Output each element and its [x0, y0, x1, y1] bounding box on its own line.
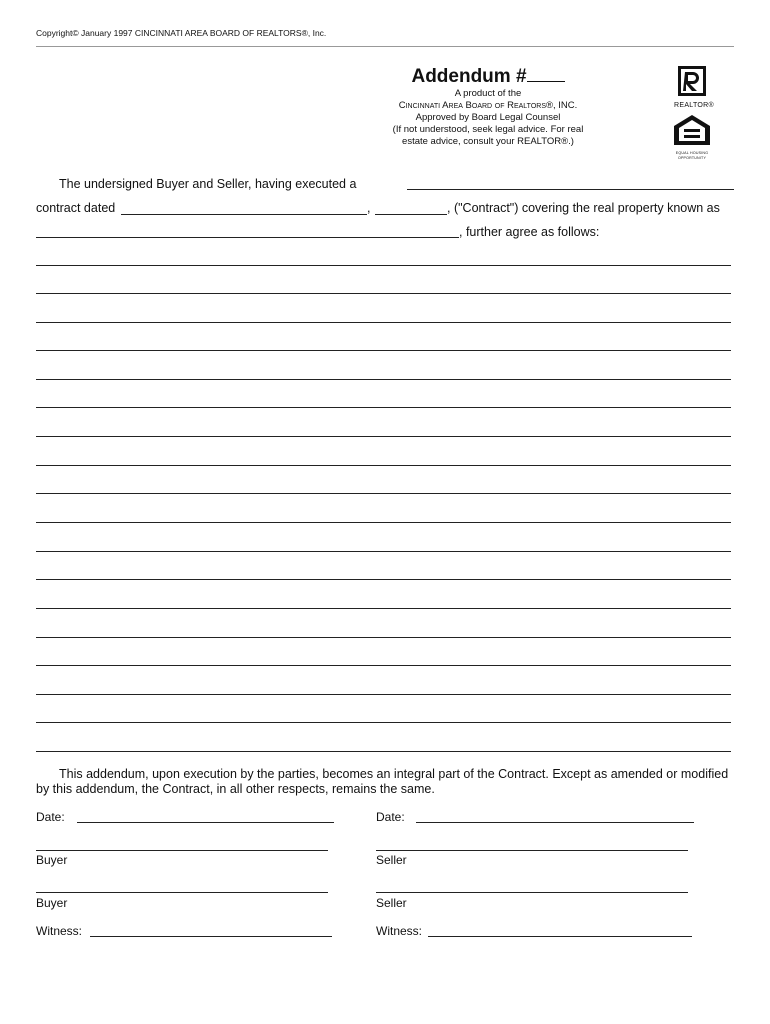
- buyer-witness-field[interactable]: [90, 936, 332, 937]
- advice-line-2: estate advice, consult your REALTOR®.): [402, 136, 574, 147]
- seller-label-2: Seller: [376, 896, 407, 910]
- contract-date-field[interactable]: [121, 214, 367, 215]
- seller-signature-line-1[interactable]: [376, 850, 688, 851]
- addendum-text-line[interactable]: [36, 436, 731, 437]
- buyer-label-2: Buyer: [36, 896, 68, 910]
- contract-year-field[interactable]: [375, 214, 447, 215]
- advice-line-1: (If not understood, seek legal advice. For real: [392, 124, 584, 135]
- equal-housing-text: EQUAL HOUSING OPPORTUNITY: [675, 151, 709, 160]
- board-name: Cincinnati Area Board of Realtors®, INC.: [398, 100, 578, 111]
- addendum-text-line[interactable]: [36, 407, 731, 408]
- property-address-field[interactable]: [36, 237, 459, 238]
- intro-line-2-label: contract dated: [36, 201, 116, 215]
- addendum-text-line[interactable]: [36, 637, 731, 638]
- addendum-text-line[interactable]: [36, 608, 731, 609]
- addendum-title-text: Addendum #: [411, 66, 527, 87]
- buyer-witness-label: Witness:: [36, 924, 83, 938]
- seller-date-label: Date:: [376, 810, 405, 824]
- intro-line-2-text: , ("Contract") covering the real property known as: [447, 201, 720, 215]
- realtor-logo: [672, 66, 716, 109]
- addendum-text-line[interactable]: [36, 722, 731, 723]
- buyer-signature-line-1[interactable]: [36, 850, 328, 851]
- intro-line-3: , further agree as follows:: [459, 225, 600, 239]
- buyer-signature-line-2[interactable]: [36, 892, 328, 893]
- seller-label-1: Seller: [376, 853, 407, 867]
- addendum-title: [388, 66, 588, 88]
- seller-signature-line-2[interactable]: [376, 892, 688, 893]
- realtor-r-icon: [672, 66, 716, 98]
- addendum-text-line[interactable]: [36, 293, 731, 294]
- addendum-text-line[interactable]: [36, 265, 731, 266]
- product-line: A product of the: [454, 88, 522, 99]
- equal-housing-logo: [672, 114, 712, 160]
- addendum-text-line[interactable]: [36, 493, 731, 494]
- addendum-text-line[interactable]: [36, 465, 731, 466]
- addendum-text-line[interactable]: [36, 379, 731, 380]
- addendum-text-line[interactable]: [36, 522, 731, 523]
- addendum-text-line[interactable]: [36, 694, 731, 695]
- header-divider: [36, 46, 734, 47]
- buyer-date-field[interactable]: [77, 822, 334, 823]
- buyer-label-1: Buyer: [36, 853, 68, 867]
- approval-line: Approved by Board Legal Counsel: [415, 112, 561, 123]
- addendum-number-field[interactable]: [527, 81, 565, 82]
- header-info: [372, 88, 604, 148]
- seller-date-field[interactable]: [416, 822, 694, 823]
- contract-type-field[interactable]: [407, 189, 734, 190]
- buyer-date-label: Date:: [36, 810, 65, 824]
- intro-comma: ,: [367, 201, 371, 215]
- closing-paragraph: This addendum, upon execution by the parties, becomes an integral part of the Contract. Except as amended or modified by this addendum, the Contract, in all other respects, remains the same.: [36, 767, 729, 796]
- realtor-logo-text: REALTOR®: [674, 102, 714, 109]
- addendum-text-line[interactable]: [36, 665, 731, 666]
- seller-witness-field[interactable]: [428, 936, 692, 937]
- equal-housing-icon: [672, 114, 712, 146]
- addendum-text-line[interactable]: [36, 551, 731, 552]
- addendum-text-line[interactable]: [36, 579, 731, 580]
- copyright-notice: Copyright© January 1997 CINCINNATI AREA BOARD OF REALTORS®, Inc.: [36, 28, 327, 38]
- seller-witness-label: Witness:: [376, 924, 423, 938]
- intro-line-1: The undersigned Buyer and Seller, having executed a: [59, 177, 357, 191]
- addendum-text-line[interactable]: [36, 322, 731, 323]
- addendum-text-line[interactable]: [36, 350, 731, 351]
- addendum-text-line[interactable]: [36, 751, 731, 752]
